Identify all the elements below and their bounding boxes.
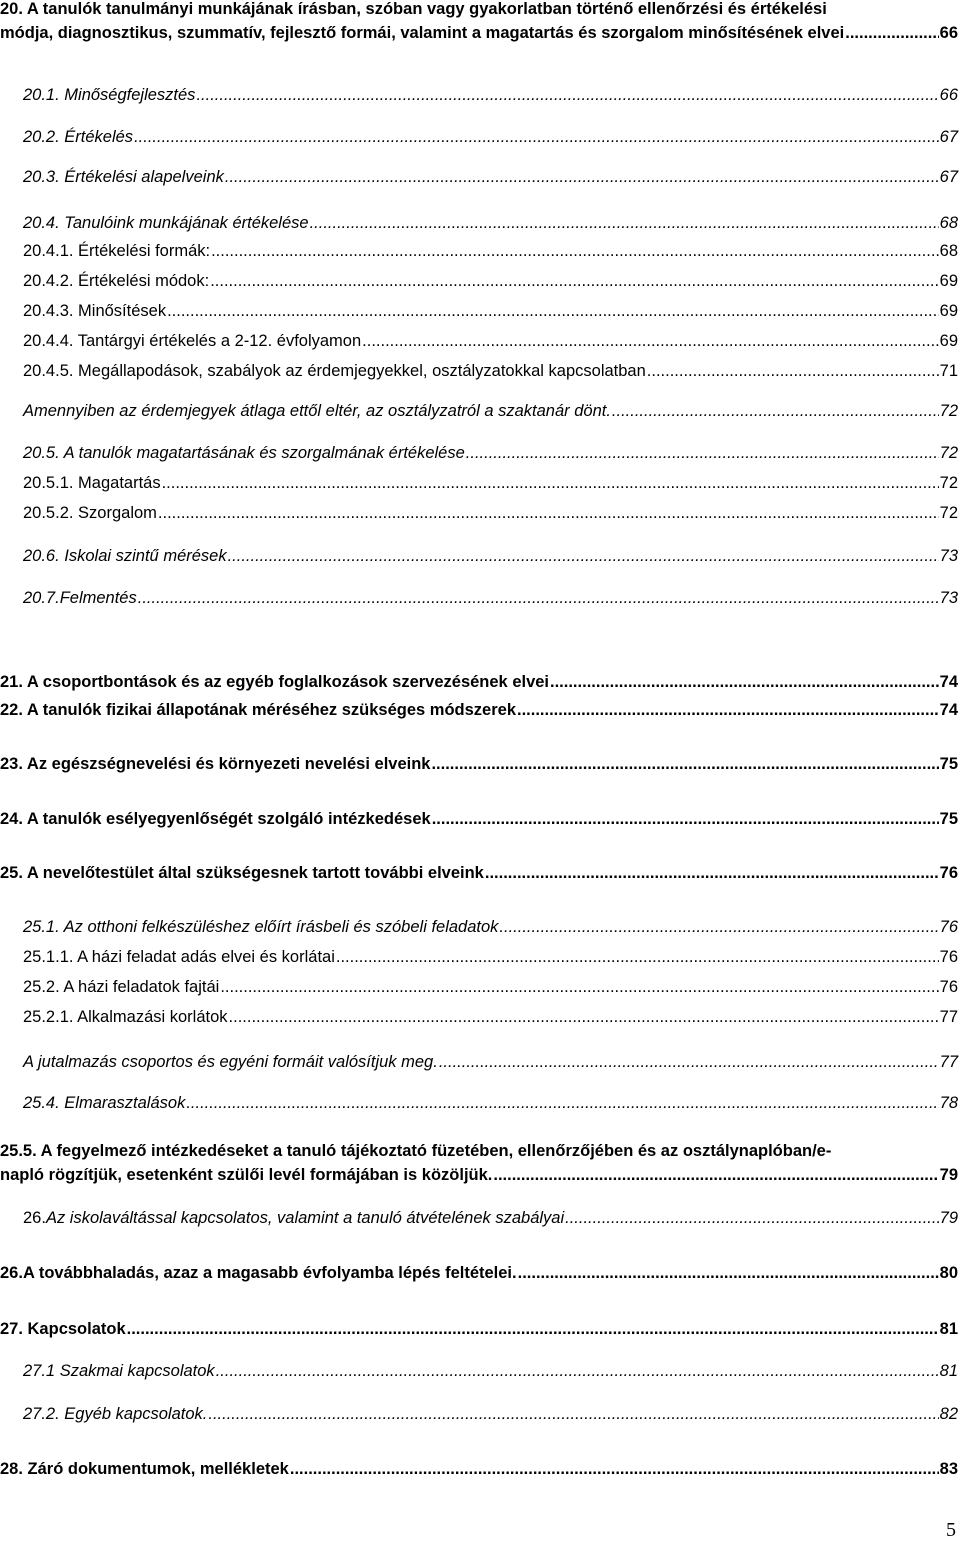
dot-leader (186, 1091, 938, 1115)
dot-leader (127, 1317, 939, 1341)
toc-entry-title: 20.4.5. Megállapodások, szabályok az érdemjegyekkel, osztályzatokkal kapcsolatban (23, 362, 646, 380)
toc-entry-title: 20.6. Iskolai szintű mérések (23, 547, 227, 565)
toc-entry[interactable] (0, 670, 960, 694)
toc-entry[interactable] (0, 698, 960, 722)
toc-entry-page: 72 (939, 504, 958, 522)
toc-entry-number: 26. (23, 1209, 46, 1227)
toc-entry-page: 68 (939, 242, 958, 260)
dot-leader (196, 83, 938, 107)
toc-entry-title: Amennyiben az érdemjegyek átlaga ettől eltér, az osztályzatról a szaktanár dönt. (23, 402, 611, 420)
toc-entry[interactable] (0, 1457, 960, 1481)
dot-leader (208, 1402, 938, 1426)
toc-entry-title: 20.1. Minőségfejlesztés (23, 86, 196, 104)
page-number: 5 (946, 1519, 956, 1541)
toc-entry-page: 76 (939, 864, 958, 882)
toc-entry-page: 67 (939, 128, 958, 146)
toc-entry-title: 20.4.3. Minősítések (23, 302, 167, 320)
toc-entry-page: 72 (939, 474, 958, 492)
toc-entry-page: 77 (939, 1008, 958, 1026)
dot-leader (290, 1457, 939, 1481)
toc-entry-title: 20.4. Tanulóink munkájának értékelése (23, 214, 309, 232)
dot-leader (432, 807, 939, 831)
dot-leader (499, 915, 938, 939)
toc-entry[interactable] (0, 165, 960, 189)
toc-entry-title: 25.1. Az otthoni felkészüléshez előírt írásbeli és szóbeli feladatok (23, 918, 499, 936)
toc-entry[interactable] (0, 501, 960, 525)
dot-leader (550, 670, 939, 694)
toc-entry[interactable] (0, 975, 960, 999)
toc-entry-page: 66 (939, 86, 958, 104)
toc-entry-number: 26. (0, 1264, 23, 1282)
toc-entry-title: 22. A tanulók fizikai állapotának méréséhez szükséges módszerek (0, 701, 516, 719)
dot-leader (225, 165, 939, 189)
toc-entry-text-line1: 20. A tanulók tanulmányi munkájának írásban, szóban vagy gyakorlatban történő ellenőrzési és értékelési (0, 0, 827, 18)
dot-leader (210, 269, 938, 293)
toc-entry-title: 21. A csoportbontások és az egyéb foglalkozások szervezésének elvei (0, 673, 550, 691)
toc-entry-title: Az iskolaváltással kapcsolatos, valamint a tanuló átvételének szabályai (45, 1209, 565, 1227)
toc-entry-title: 27.2. Egyéb kapcsolatok. (23, 1405, 208, 1423)
toc-entry-page: 76 (939, 978, 958, 996)
toc-entry-page: 80 (939, 1264, 958, 1282)
toc-entry-title: 20.5.1. Magatartás (23, 474, 161, 492)
toc-entry-title: 20.4.1. Értékelési formák: (23, 242, 211, 260)
dot-leader (431, 752, 938, 776)
toc-entry-page: 79 (939, 1166, 958, 1184)
toc-entry-title: A továbbhaladás, azaz a magasabb évfolyamba lépés feltételei. (22, 1264, 517, 1282)
toc-entry-page: 74 (939, 701, 958, 719)
toc-entry-title: 20.4.4. Tantárgyi értékelés a 2-12. évfolyamon (23, 332, 362, 350)
toc-entry-title: 25.2. A házi feladatok fajtái (23, 978, 220, 996)
toc-entry[interactable] (0, 239, 960, 263)
dot-leader (138, 586, 939, 610)
dot-leader (647, 359, 939, 383)
toc-entry-title: 25.1.1. A házi feladat adás elvei és korlátai (23, 948, 335, 966)
dot-leader (211, 239, 939, 263)
toc-entry-title: 20.7.Felmentés (23, 589, 137, 607)
toc-entry[interactable] (0, 544, 960, 568)
toc-entry-title: 27. Kapcsolatok (0, 1320, 126, 1338)
toc-entry-page: 69 (939, 272, 958, 290)
dot-leader (565, 1206, 939, 1230)
toc-entry[interactable] (0, 399, 960, 423)
toc-entry[interactable] (0, 586, 960, 610)
toc-entry-page: 69 (939, 332, 958, 350)
toc-entry[interactable] (0, 1005, 960, 1029)
toc-entry-page: 79 (939, 1209, 958, 1227)
toc-entry-page: 66 (939, 24, 958, 42)
toc-entry[interactable] (0, 471, 960, 495)
toc-entry[interactable] (0, 1402, 960, 1426)
toc-entry-title: 20.2. Értékelés (23, 128, 134, 146)
toc-entry-title: 28. Záró dokumentumok, mellékletek (0, 1460, 289, 1478)
toc-entry-page: 75 (939, 810, 958, 828)
toc-entry-page: 67 (939, 168, 958, 186)
toc-entry[interactable] (0, 1050, 960, 1074)
toc-entry-page: 68 (939, 214, 958, 232)
toc-entry[interactable] (0, 1206, 960, 1230)
dot-leader (229, 1005, 939, 1029)
toc-entry-page: 82 (939, 1405, 958, 1423)
toc-entry-title: 25.2.1. Alkalmazási korlátok (23, 1008, 228, 1026)
toc-entry-page: 74 (939, 673, 958, 691)
dot-leader (336, 945, 939, 969)
toc-entry-title: 23. Az egészségnevelési és környezeti nevelési elveink (0, 755, 431, 773)
dot-leader (158, 501, 939, 525)
toc-entry-title: A jutalmazás csoportos és egyéni formáit valósítjuk meg. (23, 1053, 438, 1071)
toc-entry[interactable] (0, 861, 960, 885)
toc-entry-page: 72 (939, 402, 958, 420)
dot-leader (134, 125, 939, 149)
toc-entry[interactable] (0, 269, 960, 293)
toc-entry-page: 73 (939, 547, 958, 565)
dot-leader (466, 441, 939, 465)
toc-entry-title: 27.1 Szakmai kapcsolatok (23, 1362, 215, 1380)
toc-entry[interactable] (0, 1091, 960, 1115)
toc-entry-page: 75 (939, 755, 958, 773)
toc-entry-title: 20.4.2. Értékelési módok: (23, 272, 210, 290)
toc-entry-title: napló rögzítjük, esetenként szülői levél formájában is közöljük. (0, 1166, 493, 1184)
toc-entry-title: módja, diagnosztikus, szummatív, fejlesztő formái, valamint a magatartás és szorgalom minősítésének elvei (0, 24, 845, 42)
toc-entry-page: 83 (939, 1460, 958, 1478)
dot-leader (439, 1050, 939, 1074)
dot-leader (517, 698, 939, 722)
toc-entry[interactable] (0, 83, 960, 107)
dot-leader (310, 211, 939, 235)
toc-entry[interactable] (0, 0, 960, 45)
dot-leader (228, 544, 939, 568)
toc-entry-page: 72 (939, 444, 958, 462)
toc-entry-page: 77 (939, 1053, 958, 1071)
dot-leader (518, 1261, 939, 1285)
toc-entry-title: 25. A nevelőtestület által szükségesnek tartott további elveink (0, 864, 484, 882)
dot-leader (162, 471, 939, 495)
toc-entry-page: 78 (939, 1094, 958, 1112)
toc-entry[interactable] (0, 1317, 960, 1341)
dot-leader (220, 975, 938, 999)
toc-entry[interactable] (0, 945, 960, 969)
toc-entry-title: 20.5. A tanulók magatartásának és szorgalmának értékelése (23, 444, 465, 462)
toc-entry-title: 25.4. Elmarasztalások (23, 1094, 186, 1112)
toc-entry[interactable] (0, 359, 960, 383)
toc-entry-title: 20.3. Értékelési alapelveink (23, 168, 224, 186)
toc-entry[interactable] (0, 211, 960, 235)
toc-entry[interactable] (0, 1261, 960, 1285)
toc-entry-page: 76 (939, 918, 958, 936)
toc-entry-page: 69 (939, 302, 958, 320)
toc-entry-page: 81 (939, 1320, 958, 1338)
dot-leader (612, 399, 939, 423)
toc-entry[interactable] (0, 915, 960, 939)
toc-entry[interactable] (0, 1359, 960, 1383)
toc-entry[interactable] (0, 752, 960, 776)
toc-entry-title: 20.5.2. Szorgalom (23, 504, 157, 522)
toc-entry-page: 71 (939, 362, 958, 380)
dot-leader (362, 329, 938, 353)
dot-leader (167, 299, 939, 323)
toc-entry[interactable] (0, 441, 960, 465)
toc-entry[interactable] (0, 807, 960, 831)
dot-leader (845, 21, 938, 45)
toc-entry-page: 76 (939, 948, 958, 966)
toc-entry-title: 24. A tanulók esélyegyenlőségét szolgáló intézkedések (0, 810, 431, 828)
toc-entry-page: 73 (939, 589, 958, 607)
toc-entry[interactable] (0, 125, 960, 149)
toc-entry-page: 81 (939, 1362, 958, 1380)
toc-entry[interactable] (0, 299, 960, 323)
dot-leader (485, 861, 939, 885)
toc-entry[interactable] (0, 329, 960, 353)
toc-entry[interactable] (0, 1142, 960, 1187)
dot-leader (493, 1163, 938, 1187)
toc-entry-text-line1: 25.5. A fegyelmező intézkedéseket a tanuló tájékoztató füzetében, ellenőrzőjében és az osztálynaplóban/e- (0, 1142, 832, 1160)
dot-leader (216, 1359, 939, 1383)
